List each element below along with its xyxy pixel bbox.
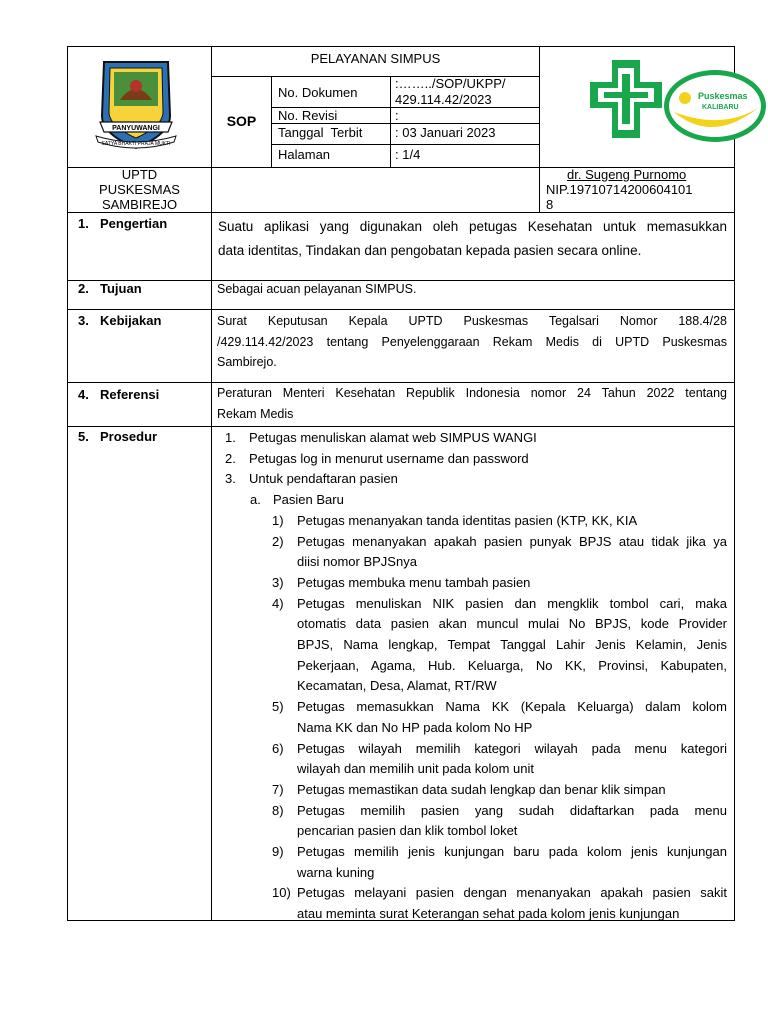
table-divider-right-column: [539, 46, 540, 213]
field-value-no-dokumen-line2: 429.114.42/2023: [395, 92, 492, 107]
section-4-line: Peraturan Menteri Kesehatan Republik Indonesia nomor 24 Tahun 2022 tentang: [217, 386, 727, 400]
field-label-no-dokumen: No. Dokumen: [278, 85, 358, 100]
procedure-step-line: Petugas memilih pasien yang sudah didaftarkan pada menu: [297, 802, 727, 818]
crest-motto-text: SATYA BHAKTI PRAJA MUKTI: [101, 141, 171, 147]
procedure-step-line: Petugas memastikan data sudah lengkap dan benar klik simpan: [297, 781, 666, 797]
procedure-step-line: Petugas menanyakan tanda identitas pasien (KTP, KK, KIA: [297, 512, 638, 528]
procedure-step-line: Petugas memilih jenis kunjungan baru pada kolom jenis kunjungan: [297, 844, 727, 860]
field-label-tanggal-terbit: Tanggal Terbit: [278, 125, 363, 140]
section-2-number: 2.: [78, 281, 89, 296]
section-2-title: Tujuan: [100, 281, 142, 296]
table-line-section-4: [67, 426, 735, 427]
procedure-step: [215, 697, 727, 738]
table-divider-left-column: [211, 46, 212, 921]
section-5-number: 5.: [78, 429, 89, 444]
procedure-step: [215, 573, 727, 594]
procedure-step-number: 4): [272, 595, 284, 611]
procedure-step-line: wilayah dan memilih unit pada kolom unit: [297, 761, 535, 777]
table-border-right: [734, 46, 735, 921]
procedure-steps: [215, 511, 727, 925]
procedure-subheading: [215, 490, 727, 511]
section-5-title: Prosedur: [100, 429, 158, 444]
procedure-step: [215, 801, 727, 842]
procedure-step-line: Petugas membuka menu tambah pasien: [297, 574, 531, 590]
procedure-step-line: Petugas memasukkan Nama KK (Kepala Keluarga) dalam kolom: [297, 699, 727, 715]
table-border-top: [67, 46, 735, 47]
procedure-step-number: 6): [272, 740, 284, 756]
procedure-item-text: Untuk pendaftaran pasien: [249, 471, 398, 487]
field-value-no-revisi: :: [395, 108, 399, 123]
procedure-step-line: Petugas menuliskan NIK pasien dan mengklik tombol cari, maka: [297, 595, 727, 611]
regency-crest-logo: [90, 56, 182, 152]
org-line-uptd: UPTD: [121, 167, 158, 182]
section-1-line: data identitas, Tindakan dan pengobatan kepada pasien secara online.: [218, 243, 642, 258]
field-value-no-dokumen-line1: :……../SOP/UKPP/: [395, 76, 506, 91]
procedure-step: [215, 883, 727, 924]
procedure-step-number: 7): [272, 781, 284, 797]
document-title: PELAYANAN SIMPUS: [310, 51, 441, 66]
procedure-item-text: Petugas menuliskan alamat web SIMPUS WANGI: [249, 430, 537, 445]
procedure-item-number: 2.: [225, 450, 236, 466]
procedure-step-number: 9): [272, 844, 284, 860]
section-1-title: Pengertian: [100, 216, 168, 231]
procedure-step-line: otomatis data pasien akan muncul mulai No BPJS, kode Provider: [297, 616, 727, 632]
health-cross-logo: [586, 58, 666, 144]
puskesmas-logo: [662, 68, 768, 144]
org-line-sambirejo: SAMBIREJO: [101, 197, 178, 212]
section-4-line: Rekam Medis: [217, 406, 294, 421]
table-line-section-2: [67, 309, 735, 310]
procedure-item: [215, 469, 727, 490]
procedure-item: [215, 449, 727, 470]
section-3-line: /429.114.42/2023 tentang Penyelenggaraan Rekam Medis di UPTD Puskesmas: [217, 334, 727, 349]
procedure-step-line: Petugas wilayah memilih kategori wilayah pada menu kategori: [297, 740, 727, 756]
signer-nip-line1: NIP.19710714200604101: [546, 182, 693, 197]
field-label-halaman: Halaman: [278, 147, 331, 162]
field-label-no-revisi: No. Revisi: [278, 108, 338, 123]
procedure-step-line: BPJS, Nama lengkap, Tempat Tanggal Lahir Jenis Kelamin, Jenis: [297, 637, 727, 653]
procedure-step-line: Nama KK dan No HP pada kolom No HP: [297, 719, 533, 735]
puskesmas-brand-text: Puskesmas: [698, 91, 748, 101]
procedure-list: [215, 428, 727, 925]
procedure-step-line: warna kuning: [297, 864, 375, 880]
procedure-step-line: pencarian pasien dan klik tombol loket: [297, 823, 518, 839]
procedure-item: [215, 428, 727, 449]
sop-label: SOP: [226, 113, 257, 129]
table-divider-values: [390, 76, 391, 168]
signer-nip-line2: 8: [546, 197, 554, 212]
section-1-number: 1.: [78, 216, 89, 231]
section-1-body: [218, 215, 727, 263]
procedure-item-number: 3.: [225, 471, 236, 487]
procedure-step-line: Petugas melayani pasien dengan menanyakan apakah pasien sakit: [297, 885, 727, 901]
section-2-line: Sebagai acuan pelayanan SIMPUS.: [217, 282, 417, 296]
procedure-item-number: 1.: [225, 430, 236, 445]
table-line-field-3: [271, 144, 540, 145]
field-value-halaman: : 1/4: [395, 147, 421, 162]
field-value-tanggal-terbit: : 03 Januari 2023: [395, 125, 496, 140]
puskesmas-sub-text: KALIBARU: [702, 104, 739, 111]
section-4-number: 4.: [78, 387, 89, 402]
procedure-step-line: atau meminta surat Keterangan sehat pada kolom jenis kunjungan: [297, 906, 680, 922]
org-line-puskesmas: PUSKESMAS: [99, 182, 180, 197]
section-2-body: [217, 279, 727, 300]
procedure-step-number: 3): [272, 574, 284, 590]
procedure-step: [215, 511, 727, 532]
procedure-step-line: diisi nomor BPJSnya: [297, 554, 417, 570]
section-3-title: Kebijakan: [100, 313, 162, 328]
section-3-number: 3.: [78, 313, 89, 328]
procedure-step-line: Pekerjaan, Agama, Hub. Keluarga, No KK, Provinsi, Kabupaten,: [297, 657, 727, 673]
table-divider-sop: [271, 76, 272, 168]
procedure-step-line: Kecamatan, Desa, Alamat, RT/RW: [297, 678, 497, 694]
procedure-item-text: Petugas log in menurut username dan password: [249, 450, 529, 466]
procedure-step-number: 1): [272, 512, 284, 528]
section-4-title: Referensi: [100, 387, 160, 402]
section-3-line: Surat Keputusan Kepala UPTD Puskesmas Tegalsari Nomor 188.4/28: [217, 314, 727, 328]
signer-name: dr. Sugeng Purnomo: [567, 167, 687, 182]
procedure-step: [215, 780, 727, 801]
procedure-step: [215, 532, 727, 573]
section-4-body: [217, 383, 727, 424]
section-3-body: [217, 311, 727, 373]
procedure-step: [215, 842, 727, 883]
procedure-subheading-letter: a.: [250, 492, 261, 508]
procedure-step-number: 2): [272, 533, 284, 549]
procedure-step-number: 8): [272, 802, 284, 818]
section-3-line: Sambirejo.: [217, 355, 277, 370]
procedure-subheading-text: Pasien Baru: [273, 492, 344, 508]
procedure-step-line: Petugas menanyakan apakah pasien punyak BPJS atau tidak jika ya: [297, 533, 727, 549]
procedure-step-number: 10): [272, 885, 291, 901]
procedure-step: [215, 594, 727, 698]
crest-ribbon-text: PANYUWANGI: [112, 125, 160, 132]
procedure-step: [215, 739, 727, 780]
procedure-step-number: 5): [272, 699, 284, 715]
section-1-line: Suatu aplikasi yang digunakan oleh petugas Kesehatan untuk memasukkan: [218, 219, 727, 234]
